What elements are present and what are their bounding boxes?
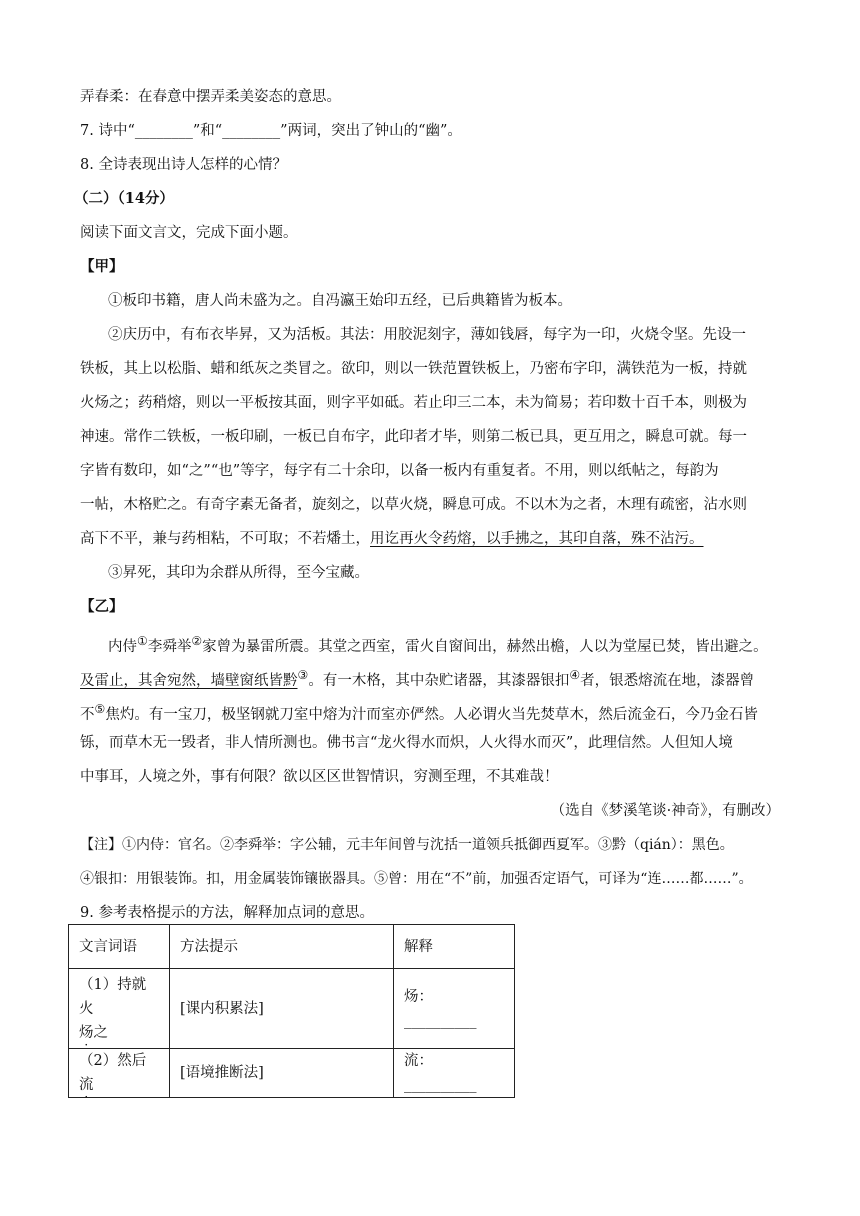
notes-line: ④银扣：用银装饰。扣，用金属装饰镶嵌器具。⑤曾：用在“不”前，加强否定语气，可译为“连……都……”。 [80, 871, 753, 887]
passage-b-line [108, 631, 768, 657]
plain-text: 不 [80, 706, 95, 723]
underlined-sentence: 及雷止，其舍宛然，墙壁窗纸皆黔 [80, 672, 298, 689]
passage-b-label: 【乙】 [80, 598, 124, 615]
word-text: 之 [93, 1024, 108, 1041]
table-row [69, 969, 515, 1049]
footnote-mark: ④ [569, 668, 581, 682]
method-cell: [语境推断法] [170, 1049, 394, 1098]
passage-b-line: 铄，而草木无一毁者，非人情所测也。佛书言“龙火得水而炽，人火得水而灭”，此理信然。人但知人境 [80, 735, 733, 751]
header-cell: 文言词语 [69, 925, 170, 969]
question-8: 8. 全诗表现出诗人怎样的心情？ [80, 157, 287, 173]
question-9: 9. 参考表格提示的方法，解释加点词的意思。 [80, 905, 374, 921]
plain-text: 李舜举 [147, 638, 192, 655]
plain-text: 。有一木格，其中杂贮诸器，其漆器银扣 [308, 672, 570, 689]
passage-a-line: ①板印书籍，唐人尚未盛为之。自冯瀛王始印五经，已后典籍皆为板本。 [108, 293, 572, 309]
passage-a-line: 火炀之；药稍熔，则以一平板按其面，则字平如砥。若止印三二本，未为简易；若印数十百千本，则极为 [80, 395, 747, 411]
footnote-mark: ① [137, 634, 148, 648]
table-header-row [69, 925, 515, 969]
answer-table [68, 924, 515, 1098]
method-cell: [课内积累法] [170, 969, 394, 1049]
plain-text: 高下不平，兼与药相粘，不可取；不若燔土， [80, 531, 370, 547]
word-text: （2）然后 [79, 1053, 147, 1069]
answer-blank[interactable]: 炀：__________ [394, 969, 515, 1049]
answer-blank[interactable]: 流：__________ [394, 1049, 515, 1098]
passage-b-line [80, 665, 754, 691]
question-7: 7. 诗中“________”和“________”两词，突出了钟山的“幽”。 [80, 123, 462, 139]
header-cell: 解释 [394, 925, 515, 969]
underlined-sentence: 用讫再火令药熔，以手拂之，其印自落，殊不沾污。 [370, 531, 704, 547]
passage-a-line: 神速。常作二铁板，一板印刷，一板已自布字，此印者才毕，则第二板已具，更互用之，瞬息可就。每一 [80, 429, 747, 445]
footnote-mark: ③ [297, 668, 309, 682]
footnote-mark: ⑤ [94, 702, 106, 716]
passage-a-line: 字皆有数印，如“之”“也”等字，每字有二十余印，以备一板内有重复者。不用，则以纸帖之，每韵为 [80, 463, 719, 479]
plain-text: 者，银悉熔流在地，漆器曾 [580, 672, 755, 689]
passage-a-line: ②庆历中，有布衣毕昇，又为活板。其法：用胶泥刻字，薄如钱唇，每字为一印，火烧令坚。先设一 [108, 327, 746, 343]
section-heading: （二）（14分） [74, 190, 174, 207]
plain-text: 家曾为暴雷所震。其堂之西室，雷火自窗间出，赫然出檐，人以为堂屋已焚，皆出避之。 [202, 638, 768, 655]
passage-a-label: 【甲】 [80, 258, 124, 275]
word-cell [69, 1049, 170, 1098]
plain-text: 内侍 [108, 638, 137, 655]
header-cell: 方法提示 [170, 925, 394, 969]
passage-a-line: 铁板，其上以松脂、蜡和纸灰之类冒之。欲印，则以一铁范置铁板上，乃密布字印，满铁范为一板，持就 [80, 361, 747, 377]
word-text: （1）持就火 [79, 976, 147, 1017]
passage-a-line: ③昇死，其印为余群从所得，至今宝藏。 [108, 565, 369, 581]
instruction: 阅读下面文言文，完成下面小题。 [80, 225, 298, 241]
footnote-mark: ② [191, 634, 203, 648]
notes-line: 【注】①内侍：官名。②李舜举：字公辅，元丰年间曾与沈括一道领兵抵御西夏军。③黔（qián）：黑色。 [80, 837, 734, 853]
passage-a-line: 一帖，木格贮之。有奇字素无备者，旋刻之，以草火烧，瞬息可成。不以木为之者，木理有疏密，沾水则 [80, 497, 747, 513]
word-cell [69, 969, 170, 1049]
dotted-word: 炀 [79, 1024, 94, 1041]
passage-b-line [80, 699, 758, 725]
plain-text: 焦灼。有一宝刀，极坚钢就刀室中熔为汁而室亦俨然。人必谓火当先焚草木，然后流金石，今乃金石皆 [105, 706, 758, 723]
passage-a-line [80, 529, 704, 549]
gloss-line: 弄春柔：在春意中摆弄柔美姿态的意思。 [80, 89, 341, 105]
dotted-word: 流 [79, 1077, 94, 1093]
passage-b-line: 中事耳，人境之外，事有何限？欲以区区世智情识，穷测至理，不其难哉！ [80, 769, 559, 785]
table-row [69, 1049, 515, 1098]
source-citation: （选自《梦溪笔谈·神奇》，有删改） [550, 803, 780, 819]
